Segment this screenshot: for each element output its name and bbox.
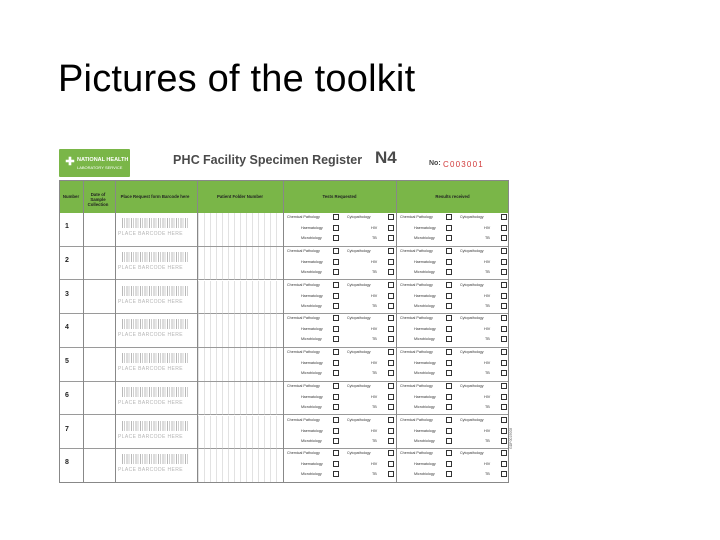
result-test-label: HIV (484, 293, 491, 298)
result-test-label: Chemical Pathology (400, 248, 433, 253)
result-test-label: TB (485, 236, 490, 240)
result-test-label: Cytopathology (460, 248, 484, 253)
requested-test-label: Haematology (301, 293, 323, 298)
requested-test-label: Cytopathology (347, 417, 371, 422)
logo-line-1: NATIONAL HEALTH (77, 157, 129, 163)
requested-test-label: Chemical Pathology (287, 383, 320, 388)
result-test-label: Microbiology (414, 404, 435, 409)
result-test-label: HIV (484, 226, 491, 230)
result-test-label: Cytopathology (460, 215, 484, 219)
requested-test-label: TB (372, 269, 377, 274)
register-title: Facility Specimen Register (203, 153, 363, 167)
result-test-label: Chemical Pathology (400, 417, 433, 422)
serial-number: C003001 (443, 160, 484, 169)
requested-test-label: TB (372, 337, 377, 342)
requested-test-label: Cytopathology (347, 451, 371, 456)
result-test-label: TB (485, 404, 490, 409)
slide-title: Pictures of the toolkit (58, 58, 416, 100)
header-request: Place Request form Barcode here (120, 194, 190, 199)
row-number: 3 (65, 290, 69, 298)
result-test-label: Haematology (414, 361, 436, 365)
result-test-label: Chemical Pathology (400, 282, 433, 287)
result-test-label: TB (485, 472, 490, 477)
requested-test-label: TB (372, 438, 377, 443)
barcode-label: PLACE BARCODE HERE (118, 298, 183, 305)
row-number: 5 (65, 358, 69, 365)
requested-test-label: Cytopathology (347, 350, 371, 354)
requested-test-label: Haematology (301, 428, 323, 433)
result-test-label: HIV (484, 259, 491, 264)
requested-test-label: Chemical Pathology (287, 316, 320, 321)
requested-test-label: HIV (371, 293, 378, 298)
requested-test-label: Haematology (301, 226, 323, 230)
header-tests: Tests Requested (322, 194, 357, 199)
requested-test-label: Microbiology (301, 371, 322, 375)
form-side-code: GDP0019008 (509, 427, 513, 449)
result-test-label: Chemical Pathology (400, 316, 433, 321)
barcode-label: PLACE BARCODE HERE (118, 231, 183, 237)
header-date: Date of Sample Collection (87, 192, 109, 207)
result-test-label: Microbiology (414, 371, 435, 375)
header-number: Number (62, 194, 80, 199)
requested-test-label: Haematology (301, 462, 323, 467)
row-number: 2 (65, 256, 69, 264)
logo-line-2: LABORATORY SERVICE (77, 165, 123, 170)
requested-test-label: HIV (371, 226, 378, 230)
requested-test-label: Microbiology (301, 337, 322, 342)
requested-test-label: HIV (371, 394, 378, 399)
result-test-label: TB (485, 269, 490, 274)
result-test-label: Chemical Pathology (400, 383, 433, 388)
result-test-label: Cytopathology (460, 316, 484, 321)
result-test-label: HIV (484, 327, 491, 332)
result-test-label: HIV (484, 462, 491, 467)
requested-test-label: Cytopathology (347, 316, 371, 321)
register-prefix: PHC (173, 153, 200, 167)
result-test-label: Cytopathology (460, 350, 484, 354)
requested-test-label: Microbiology (301, 404, 322, 409)
requested-test-label: Cytopathology (347, 248, 371, 253)
table-border (59, 180, 509, 483)
result-test-label: Haematology (414, 259, 436, 264)
result-test-label: Haematology (414, 462, 436, 467)
result-test-label: HIV (484, 394, 491, 399)
nhls-logo-icon: ✚ (65, 156, 75, 168)
result-test-label: Microbiology (414, 438, 435, 443)
result-test-label: TB (485, 371, 490, 375)
requested-test-label: Chemical Pathology (287, 282, 320, 287)
result-test-label: Chemical Pathology (400, 350, 433, 354)
header-patient: Patient Folder Number (216, 194, 264, 199)
result-test-label: Haematology (414, 394, 436, 399)
requested-test-label: Chemical Pathology (287, 451, 320, 456)
result-test-label: Microbiology (414, 269, 435, 274)
barcode-label: PLACE BARCODE HERE (118, 467, 183, 474)
requested-test-label: HIV (371, 361, 378, 365)
result-test-label: Cytopathology (460, 417, 484, 422)
requested-test-label: HIV (371, 462, 378, 467)
requested-test-label: Haematology (301, 361, 323, 365)
requested-test-label: Haematology (301, 327, 323, 332)
result-test-label: Chemical Pathology (400, 451, 433, 456)
requested-test-label: TB (372, 236, 377, 240)
requested-test-label: Haematology (301, 259, 323, 264)
result-test-label: Microbiology (414, 337, 435, 342)
requested-test-label: Chemical Pathology (287, 215, 320, 219)
row-number: 4 (65, 324, 69, 332)
result-test-label: HIV (484, 361, 491, 365)
serial-label: No: (429, 160, 441, 167)
requested-test-label: HIV (371, 259, 378, 264)
result-test-label: Cytopathology (460, 383, 484, 388)
row-number: 1 (65, 223, 69, 230)
requested-test-label: HIV (371, 428, 378, 433)
barcode-label: PLACE BARCODE HERE (118, 399, 183, 406)
requested-test-label: Microbiology (301, 269, 322, 274)
result-test-label: TB (485, 303, 490, 308)
barcode-label: PLACE BARCODE HERE (118, 264, 183, 271)
requested-test-label: TB (372, 371, 377, 375)
requested-test-label: Microbiology (301, 236, 322, 240)
result-test-label: HIV (484, 428, 491, 433)
requested-test-label: Cytopathology (347, 215, 371, 219)
requested-test-label: Microbiology (301, 472, 322, 477)
header-results: Results received (435, 194, 470, 199)
result-test-label: Microbiology (414, 472, 435, 477)
requested-test-label: Microbiology (301, 438, 322, 443)
row-number: 6 (65, 391, 69, 399)
result-test-label: Haematology (414, 293, 436, 298)
result-test-label: Cytopathology (460, 451, 484, 456)
result-test-label: Cytopathology (460, 282, 484, 287)
register-code: N4 (375, 148, 397, 167)
result-test-label: Haematology (414, 226, 436, 230)
row-number: 7 (65, 425, 69, 433)
result-test-label: Chemical Pathology (400, 215, 433, 219)
requested-test-label: Haematology (301, 394, 323, 399)
requested-test-label: Microbiology (301, 303, 322, 308)
result-test-label: TB (485, 438, 490, 443)
nhls-logo (59, 149, 130, 177)
requested-test-label: TB (372, 472, 377, 477)
result-test-label: Haematology (414, 428, 436, 433)
requested-test-label: Cytopathology (347, 383, 371, 388)
requested-test-label: HIV (371, 327, 378, 332)
requested-test-label: Cytopathology (347, 282, 371, 287)
requested-test-label: TB (372, 303, 377, 308)
requested-test-label: Chemical Pathology (287, 248, 320, 253)
result-test-label: Haematology (414, 327, 436, 332)
specimen-register-image (59, 146, 511, 484)
barcode-label: PLACE BARCODE HERE (118, 366, 183, 372)
requested-test-label: TB (372, 404, 377, 409)
requested-test-label: Chemical Pathology (287, 417, 320, 422)
requested-test-label: Chemical Pathology (287, 350, 320, 354)
result-test-label: Microbiology (414, 303, 435, 308)
result-test-label: Microbiology (414, 236, 435, 240)
result-test-label: TB (485, 337, 490, 342)
barcode-label: PLACE BARCODE HERE (118, 332, 183, 339)
barcode-label: PLACE BARCODE HERE (118, 433, 183, 440)
row-number: 8 (65, 459, 69, 467)
